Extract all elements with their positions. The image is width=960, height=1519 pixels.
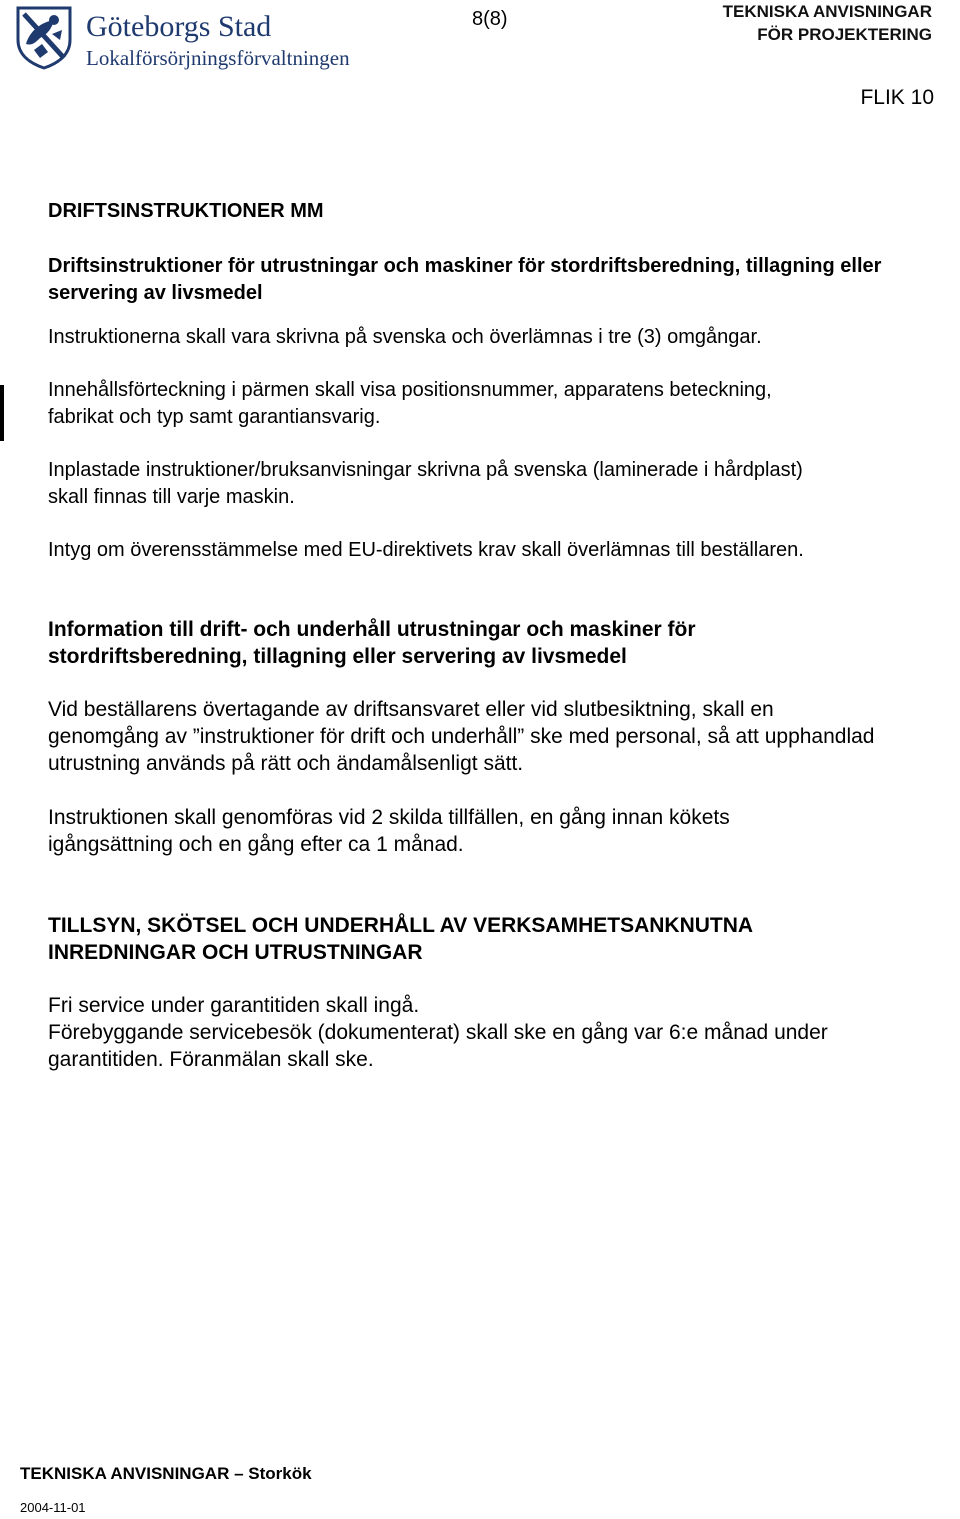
paragraph-preventive-service: Förebyggande servicebesök (dokumenterat) skall ske en gång var 6:e månad under garantitiden. Föranmälan skall ske.: [48, 1021, 828, 1071]
document-type: [723, 0, 932, 46]
document-body: [48, 198, 908, 1073]
section-heading-tillsyn-skotsel: TILLSYN, SKÖTSEL OCH UNDERHÅLL AV VERKSAMHETSANKNUTNA INREDNINGAR OCH UTRUSTNINGAR: [48, 914, 753, 964]
subheading-driftsinstruktioner-utrustning: Driftsinstruktioner för utrustningar och maskiner för stordriftsberedning, tillagning eller servering av livsmedel: [48, 255, 882, 304]
page-number: 8(8): [472, 8, 508, 30]
revision-change-bar: [0, 385, 4, 441]
section-heading-driftsinstruktioner: DRIFTSINSTRUKTIONER MM: [48, 200, 324, 222]
paragraph-eu-conformity: Intyg om överensstämmelse med EU-direktivets krav skall överlämnas till beställaren.: [48, 539, 804, 561]
paragraph-free-service: Fri service under garantitiden skall ingå.: [48, 994, 420, 1017]
document-type-line2: FÖR PROJEKTERING: [757, 25, 932, 44]
footer-title: TEKNISKA ANVISNINGAR – Storkök: [20, 1464, 312, 1483]
paragraph-training-occasions: Instruktionen skall genomföras vid 2 skilda tillfällen, en gång innan kökets igångsättning och en gång efter ca 1 månad.: [48, 806, 730, 856]
paragraph-handover-training: Vid beställarens övertagande av driftsansvaret eller vid slutbesiktning, skall en genomgång av ”instruktioner för drift och underhåll” ske med personal, så att upphandlad utrustning används på rätt och ändamålsenligt sätt.: [48, 698, 875, 775]
tab-label: FLIK 10: [860, 86, 934, 109]
footer-date: 2004-11-01: [20, 1500, 86, 1515]
org-name: Göteborgs Stad: [86, 10, 272, 43]
goteborg-lion-crest-icon: [12, 4, 76, 70]
org-unit: Lokalförsörjningsförvaltningen: [86, 46, 350, 70]
paragraph-table-of-contents: Innehållsförteckning i pärmen skall visa positionsnummer, apparatens beteckning, fabrikat och typ samt garantiansvarig.: [48, 379, 772, 428]
paragraph-language-requirement: Instruktionerna skall vara skrivna på svenska och överlämnas i tre (3) omgångar.: [48, 326, 762, 348]
paragraph-laminated-instructions: Inplastade instruktioner/bruksanvisningar skrivna på svenska (laminerade i hårdplast) skall finnas till varje maskin.: [48, 459, 803, 508]
document-type-line1: TEKNISKA ANVISNINGAR: [722, 2, 932, 21]
org-logo: [12, 2, 372, 72]
subheading-information-drift-underhall: Information till drift- och underhåll utrustningar och maskiner för stordriftsberedning, tillagning eller servering av livsmedel: [48, 618, 696, 668]
